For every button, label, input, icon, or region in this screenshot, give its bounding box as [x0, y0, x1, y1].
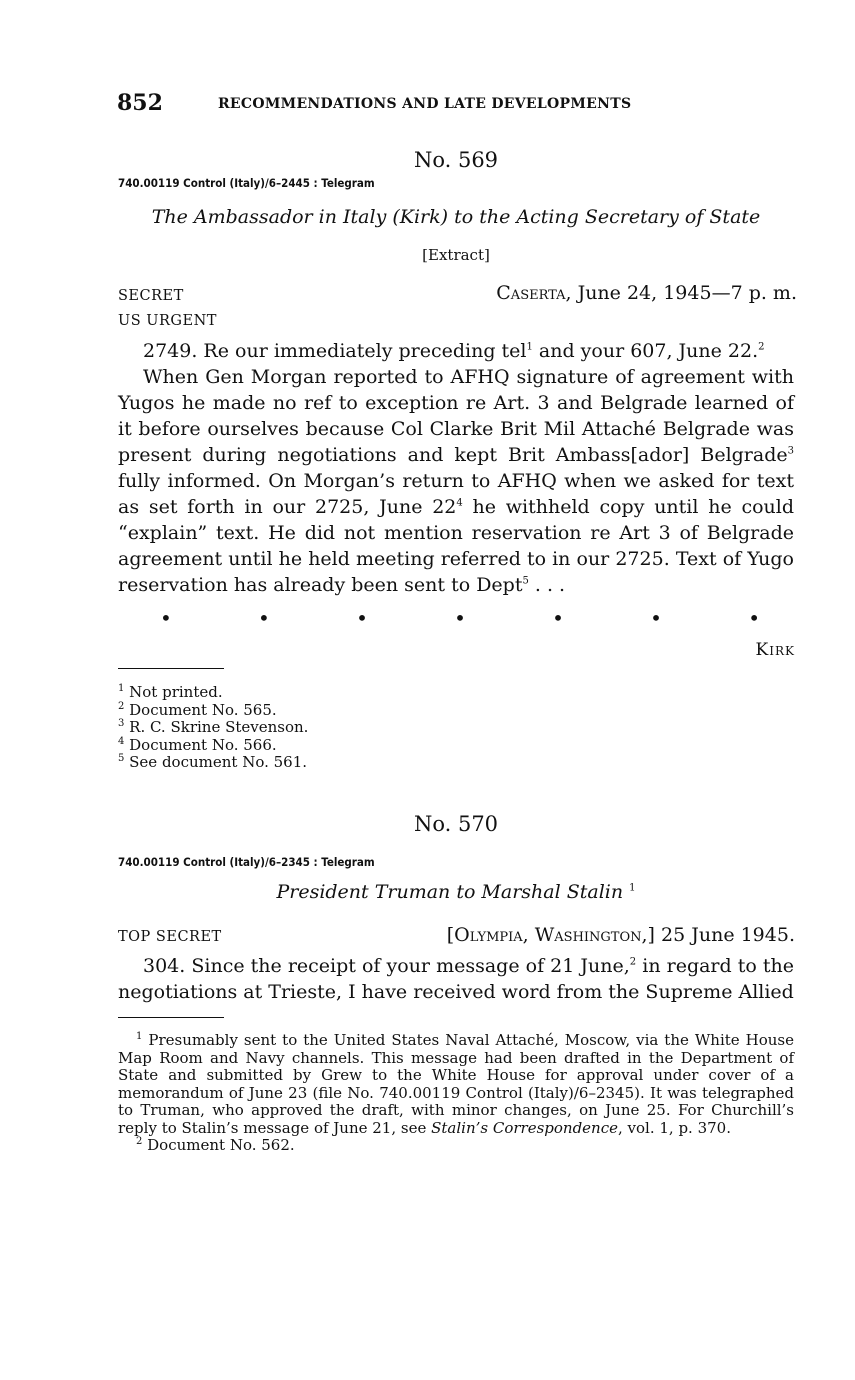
footnote-text: Document No. 565.: [129, 700, 277, 719]
footnote-number: 2: [118, 700, 125, 712]
paragraph: [118, 953, 794, 1005]
file-reference: 740.00119 Control (Italy)/6–2445 : Telegram: [118, 176, 375, 190]
classification-urgent: US URGENT: [118, 313, 217, 329]
footnote: [118, 1137, 794, 1155]
document-heading: The Ambassador in Italy (Kirk) to the Acting Secretary of State: [151, 206, 761, 228]
footnote-rule: [118, 668, 224, 669]
footnote-number: 2: [136, 1136, 143, 1147]
document-number: No. 570: [413, 812, 499, 836]
dateline-place: Caserta: [496, 282, 566, 304]
dot: •: [160, 606, 172, 630]
text-run: 2749. Re our immediately preceding tel: [143, 340, 527, 362]
footnote: [118, 1032, 794, 1137]
text-run: . . .: [528, 574, 566, 596]
classification-secret: SECRET: [118, 288, 184, 304]
extract-label: [Extract]: [422, 246, 490, 264]
document-number: No. 569: [413, 148, 499, 172]
dot: •: [650, 606, 662, 630]
citation-title: Stalin’s Correspondence: [431, 1118, 618, 1137]
footnote-number: 5: [118, 753, 125, 764]
omission-dots: [160, 606, 760, 630]
footnote-text: , vol. 1, p. 370.: [618, 1118, 731, 1137]
running-title: RECOMMENDATIONS AND LATE DEVELOPMENTS: [218, 96, 632, 112]
footnote-number: 1: [118, 683, 125, 694]
footnote: [118, 719, 794, 737]
page-number: 852: [117, 90, 163, 116]
classification-top-secret: TOP SECRET: [118, 929, 222, 945]
footnotes: [118, 1032, 794, 1155]
dateline-date: , June 24, 1945—7 p. m.: [565, 282, 797, 304]
footnote-text: Presumably sent to the United States Naval Attaché, Moscow, via the White House Map Room and Navy channels. This message had been drafted in the Department of State and submitted by Grew to the White House for approval under cover of a memorandum of June 23 (file No. 740.00119 Control (Italy)/6–2345). It was telegraphed to Truman, who approved the draft, with minor changes, on June 25. For Churchill’s reply to Stalin’s message of June 21, see: [118, 1031, 794, 1137]
dateline: [496, 282, 797, 304]
dateline: [447, 924, 795, 946]
footnote-ref: 1: [629, 882, 636, 894]
paragraph: [118, 364, 794, 598]
footnote-text: Document No. 562.: [147, 1136, 295, 1154]
footnote-ref: 5: [522, 575, 529, 587]
text-run: 304. Since the receipt of your message of 21 June,: [143, 955, 630, 977]
footnotes: [118, 684, 794, 772]
footnote-number: 4: [118, 735, 125, 747]
footnote-number: 1: [136, 1031, 143, 1042]
file-reference: 740.00119 Control (Italy)/6–2345 : Telegram: [118, 855, 375, 869]
footnote: [118, 702, 794, 720]
footnote-ref: 1: [526, 341, 533, 353]
text-run: and your 607, June 22.: [532, 340, 759, 362]
footnote-text: See document No. 561.: [129, 753, 308, 771]
footnote-text: R. C. Skrine Stevenson.: [129, 718, 309, 736]
telegram-body: [118, 338, 794, 598]
paragraph: [118, 338, 794, 364]
document-heading: [118, 881, 794, 903]
footnote-ref: 3: [787, 445, 794, 457]
text-run: in regard to the negotiations at Trieste, I have received word from the Supreme Allied: [118, 955, 794, 1003]
footnote-ref: 2: [629, 956, 637, 968]
footnote: [118, 737, 794, 755]
message-body: [118, 953, 794, 1005]
footnote-ref: 4: [456, 497, 463, 509]
dateline-place: [Olympia, Washington,]: [446, 924, 655, 946]
dateline-date: 25 June 1945.: [654, 924, 795, 946]
dot: •: [454, 606, 466, 630]
footnote-text: Document No. 566.: [129, 735, 277, 754]
footnote-text: Not printed.: [129, 683, 223, 701]
text-run: fully informed. On Morgan’s return to AFHQ when we asked for text as set forth in our 2725, June 22: [118, 470, 794, 518]
dot: •: [356, 606, 368, 630]
heading-text: President Truman to Marshal Stalin: [276, 881, 624, 903]
footnote: [118, 684, 794, 702]
dot: •: [748, 606, 760, 630]
dot: •: [258, 606, 270, 630]
footnote-rule: [118, 1017, 224, 1018]
text-run: he withheld copy until he could “explain” text. He did not mention reservation re Art 3 of Belgrade agreement until he held meeting referred to in our 2725. Text of Yugo reservation has already been sent to Dept: [118, 496, 794, 596]
dot: •: [552, 606, 564, 630]
footnote-ref: 2: [758, 341, 765, 353]
text-run: When Gen Morgan reported to AFHQ signature of agreement with Yugos he made no ref to exception re Art. 3 and Belgrade learned of it before ourselves because Col Clarke Brit Mil Attaché Belgrade was present during negotiations and kept Brit Ambass[ador] Belgrade: [118, 366, 794, 466]
footnote-number: 3: [118, 718, 125, 729]
signature: Kirk: [755, 640, 795, 660]
footnote: [118, 754, 794, 772]
